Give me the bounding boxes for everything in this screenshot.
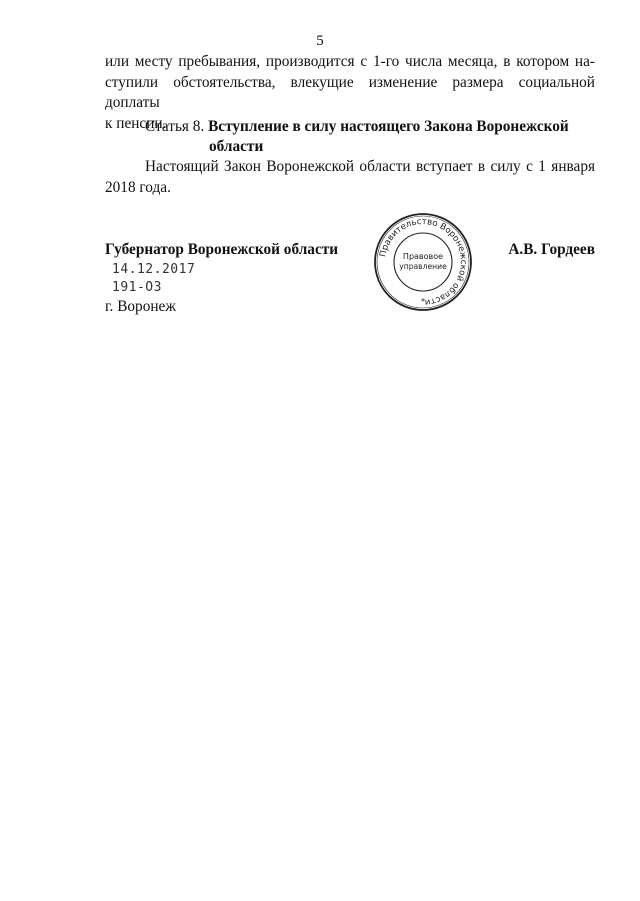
paragraph-effective-date <box>105 157 595 198</box>
article-label: Статья 8. <box>145 118 205 135</box>
registration-date: 14.12.2017 <box>112 262 196 277</box>
article-title: Вступление в силу настоящего Закона Воронежской <box>208 118 569 135</box>
article-title-continued: области <box>209 138 264 155</box>
registration-number: 191-ОЗ <box>112 280 162 295</box>
seal-outer-text: Правительство Воронежской области <box>378 216 469 308</box>
paragraph-line: Настоящий Закон Воронежской области вступает в силу с 1 января <box>145 158 595 175</box>
paragraph-line: ступили обстоятельства, влекущие изменение размера социальной доплаты <box>105 73 595 111</box>
page-number: 5 <box>316 33 324 49</box>
paragraph-line: или месту пребывания, производится с 1-го числа месяца, в котором на- <box>105 53 595 70</box>
signatory-title: Губернатор Воронежской области <box>105 241 339 258</box>
signatory-name: А.В. Гордеев <box>508 241 595 258</box>
registration-city: г. Воронеж <box>105 298 176 315</box>
seal-inner-line2: управление <box>399 262 447 271</box>
article-heading <box>145 117 605 157</box>
seal-star: * <box>421 297 425 306</box>
paragraph-line: к пенсии. <box>105 114 167 132</box>
official-seal-stamp <box>373 212 473 312</box>
seal-graphic <box>373 212 473 312</box>
seal-inner-line1: Правовое <box>402 252 444 261</box>
paragraph-line: 2018 года. <box>105 178 171 196</box>
